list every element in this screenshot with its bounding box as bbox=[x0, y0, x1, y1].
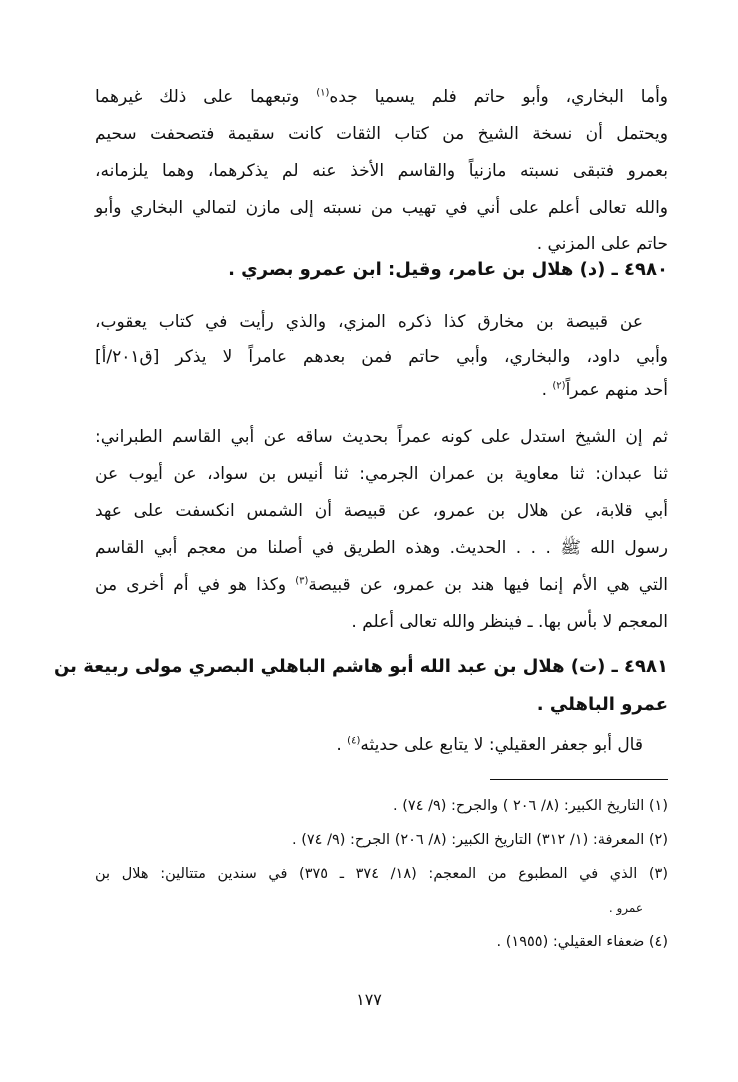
footnote-ref[interactable]: (١) bbox=[316, 87, 330, 99]
footnote: (٣) الذي في المطبوع من المعجم: (١٨/ ٣٧٤ ـ ٣٧٥) في سندين متتالين: هلال بن bbox=[95, 866, 668, 882]
entry-heading: ٤٩٨٠ ـ (د) هلال بن عامر، وقيل: ابن عمرو بصري . bbox=[228, 259, 668, 280]
text-line bbox=[95, 85, 668, 109]
text: وتبعهما على ذلك غيرهما bbox=[95, 87, 317, 107]
text-line: ويحتمل أن نسخة الشيخ من كتاب الثقات كانت سقيمة فتصحفت سحيم bbox=[95, 124, 668, 144]
footnote: (٤) ضعفاء العقيلي: (١٩٥٥) . bbox=[496, 934, 668, 950]
footnote-ref[interactable]: (٢) bbox=[552, 380, 566, 392]
text: . bbox=[541, 380, 553, 400]
footnote: عمرو . bbox=[608, 901, 643, 915]
text-line: عن قبيصة بن مخارق كذا ذكره المزي، والذي رأيت في كتاب يعقوب، bbox=[95, 312, 643, 332]
footnote-ref[interactable]: (٤) bbox=[347, 735, 361, 747]
footnote-divider bbox=[490, 779, 668, 780]
text-line: رسول الله ﷺ . . . الحديث. وهذه الطريق في أصلنا من معجم أبي القاسم bbox=[95, 538, 668, 558]
text-line bbox=[95, 378, 668, 402]
text-line bbox=[95, 573, 668, 597]
text: قال أبو جعفر العقيلي: لا يتابع على حديثه bbox=[360, 735, 643, 755]
page-number: ١٧٧ bbox=[356, 990, 382, 1009]
entry-heading: ٤٩٨١ ـ (ت) هلال بن عبد الله أبو هاشم الباهلي البصري مولى ربيعة بن bbox=[53, 656, 668, 677]
text: التي هي الأم إنما فيها هند بن عمرو، عن قبيصة bbox=[308, 575, 668, 595]
text-line: والله تعالى أعلم على أني في تهيب من نسبته إلى مازن لتمالي البخاري وأبو bbox=[95, 198, 668, 218]
text-line: ثنا عبدان: ثنا معاوية بن عمران الجرمي: ثنا أنيس بن سواد، عن أيوب عن bbox=[95, 464, 668, 484]
footnote: (١) التاريخ الكبير: (٨/ ٢٠٦ ) والجرح: (٩/ ٧٤) . bbox=[393, 798, 668, 814]
text-line: وأبي داود، والبخاري، وأبي حاتم فمن بعدهم عامراً لا يذكر [ق٢٠١/أ] bbox=[95, 347, 668, 367]
text-line bbox=[95, 733, 643, 757]
footnote: (٢) المعرفة: (١/ ٣١٢) التاريخ الكبير: (٨/ ٢٠٦) الجرح: (٩/ ٧٤) . bbox=[292, 832, 668, 848]
entry-heading: عمرو الباهلي . bbox=[536, 694, 668, 715]
text-line: بعمرو فتبقى نسبته مازنياً والقاسم الأخذ عنه لم يذكرهما، وهما يلزمانه، bbox=[95, 161, 668, 181]
text-line: ثم إن الشيخ استدل على كونه عمراً بحديث ساقه عن أبي القاسم الطبراني: bbox=[95, 427, 668, 447]
text-line: المعجم لا بأس بها. ـ فينظر والله تعالى أعلم . bbox=[351, 612, 668, 632]
footnote-ref[interactable]: (٣) bbox=[295, 575, 309, 587]
text: . bbox=[336, 735, 348, 755]
text: أحد منهم عمراً bbox=[565, 380, 668, 400]
text-line: أبي قلابة، عن هلال بن عمرو، عن قبيصة أن الشمس انكسفت على عهد bbox=[95, 501, 668, 521]
text: وأما البخاري، وأبو حاتم فلم يسميا جده bbox=[329, 87, 668, 107]
text-line: حاتم على المزني . bbox=[536, 234, 668, 254]
text: وكذا هو في أم أخرى من bbox=[95, 575, 296, 595]
